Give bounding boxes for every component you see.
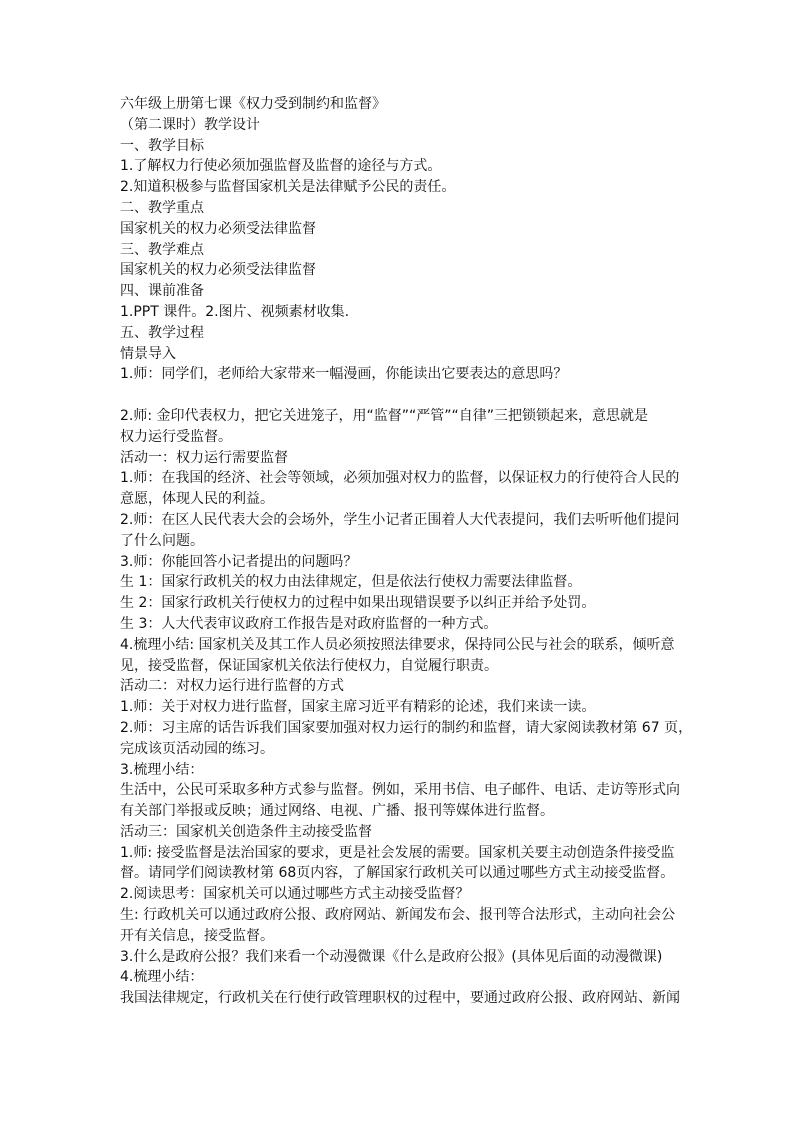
- activity-1-item-3: 3.师：你能回答小记者提出的问题吗？: [120, 553, 358, 570]
- title-line-1: 六年级上册第七课《权力受到制约和监督》: [120, 96, 386, 112]
- intro-heading: 情景导入: [120, 345, 176, 362]
- activity-1-item-1-line-1: 1.师：在我国的经济、社会等领域，必须加强对权力的监督，以保证权力的行使符合人民的: [120, 470, 680, 487]
- activity-3-summary-line-1: 我国法律规定，行政机关在行使行政管理职权的过程中，要通过政府公报、政府网站、新闻: [120, 990, 680, 1007]
- preparation-text: 1.PPT 课件。2.图片、视频素材收集.: [120, 303, 350, 320]
- activity-1-item-1-line-2: 意愿，体现人民的利益。: [120, 491, 274, 508]
- goal-1: 1.了解权力行使必须加强监督及监督的途径与方式。: [120, 158, 442, 175]
- section-heading-preparation: 四、课前准备: [120, 283, 204, 300]
- activity-1-student-1: 生 1：国家行政机关的权力由法律规定，但是依法行使权力需要法律监督。: [120, 574, 582, 591]
- activity-2-item-2-line-2: 完成该页活动园的练习。: [120, 740, 274, 757]
- activity-3-item-1-line-2: 督。请同学们阅读教材第 68页内容，了解国家行政机关可以通过哪些方式主动接受监督。: [120, 865, 675, 882]
- activity-2-summary-heading: 3.梳理小结：: [120, 761, 204, 778]
- activity-2-item-2-line-1: 2.师：习主席的话告诉我们国家要加强对权力运行的制约和监督，请大家阅读教材第 67 页，: [120, 719, 693, 736]
- activity-1-student-2: 生 2：国家行政机关行使权力的过程中如果出现错误要予以纠正并给予处罚。: [120, 595, 596, 612]
- activity-3-item-2: 2.阅读思考：国家机关可以通过哪些方式主动接受监督？: [120, 886, 470, 903]
- activity-3-summary-heading: 4.梳理小结：: [120, 969, 204, 986]
- blank-line: [120, 385, 684, 406]
- activity-1-student-3: 生 3：人大代表审议政府工作报告是对政府监督的一种方式。: [120, 615, 498, 632]
- section-heading-process: 五、教学过程: [120, 324, 204, 341]
- key-point-text: 国家机关的权力必须受法律监督: [120, 220, 316, 237]
- activity-3-student-line-2: 开有关信息，接受监督。: [120, 927, 274, 944]
- section-heading-key-points: 二、教学重点: [120, 199, 204, 216]
- title-line-2: （第二课时）教学设计: [120, 116, 260, 133]
- activity-2-item-1: 1.师：关于对权力进行监督，国家主席习近平有精彩的论述，我们来读一读。: [120, 699, 596, 716]
- activity-2-heading: 活动二：对权力运行进行监督的方式: [120, 678, 344, 695]
- activity-1-summary-line-2: 见，接受监督，保证国家机关依法行使权力，自觉履行职责。: [120, 657, 498, 674]
- activity-3-item-1-line-1: 1.师: 接受监督是法治国家的要求，更是社会发展的需要。国家机关要主动创造条件接受监: [120, 844, 675, 861]
- intro-item-2-line-1: 2.师: 金印代表权力，把它关进笼子，用“监督”“严管”“自律”三把锁锁起来，意思就是: [120, 407, 649, 424]
- section-heading-goals: 一、教学目标: [120, 137, 204, 154]
- activity-1-item-2-line-1: 2.师：在区人民代表大会的会场外，学生小记者正围着人大代表提问，我们去听听他们提问: [120, 511, 680, 528]
- intro-item-1: 1.师：同学们，老师给大家带来一幅漫画，你能读出它要表达的意思吗？: [120, 366, 568, 383]
- activity-1-heading: 活动一：权力运行需要监督: [120, 449, 288, 466]
- activity-3-heading: 活动三：国家机关创造条件主动接受监督: [120, 823, 372, 840]
- activity-2-summary-line-1: 生活中，公民可采取多种方式参与监督。例如，采用书信、电子邮件、电话、走访等形式向: [120, 782, 680, 799]
- document-body: [120, 94, 693, 1009]
- difficult-point-text: 国家机关的权力必须受法律监督: [120, 262, 316, 279]
- activity-3-student-line-1: 生: 行政机关可以通过政府公报、政府网站、新闻发布会、报刊等合法形式，主动向社会公: [120, 907, 676, 924]
- section-heading-difficult-points: 三、教学难点: [120, 241, 204, 258]
- activity-3-item-3: 3.什么是政府公报？我们来看一个动漫微课《什么是政府公报》(具体见后面的动漫微课): [120, 948, 663, 965]
- activity-1-summary-line-1: 4.梳理小结: 国家机关及其工作人员必须按照法律要求，保持同公民与社会的联系，倾听意: [120, 636, 675, 653]
- activity-1-item-2-line-2: 了什么问题。: [120, 532, 204, 549]
- intro-item-2-line-2: 权力运行受监督。: [120, 428, 232, 445]
- goal-2: 2.知道积极参与监督国家机关是法律赋予公民的责任。: [120, 179, 456, 196]
- activity-2-summary-line-2: 有关部门举报或反映；通过网络、电视、广播、报刊等媒体进行监督。: [120, 803, 554, 820]
